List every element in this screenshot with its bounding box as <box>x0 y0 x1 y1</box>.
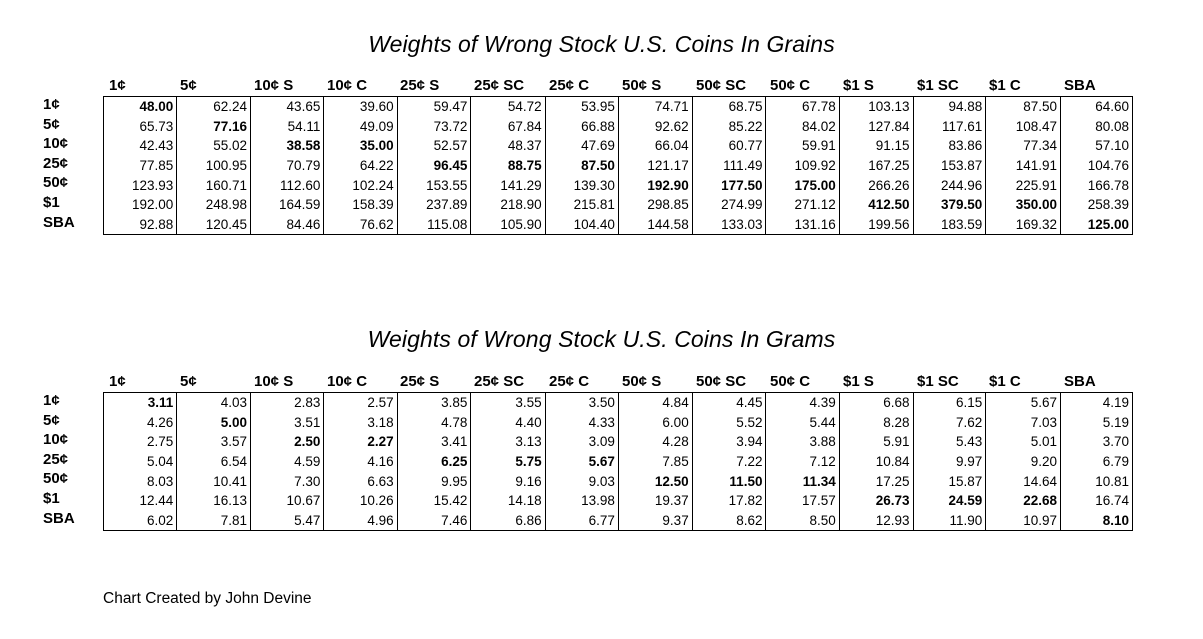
table-cell: 169.32 <box>986 215 1061 235</box>
table-cell: 111.49 <box>692 156 766 176</box>
grains-grid <box>103 96 1133 235</box>
table-cell: 105.90 <box>471 215 545 235</box>
table-cell: 92.88 <box>139 216 174 232</box>
table-cell: 274.99 <box>692 195 766 215</box>
row-header-25c: 25¢ <box>43 450 69 468</box>
table-cell: 15.42 <box>397 491 471 511</box>
row-header-50c: 50¢ <box>43 470 69 488</box>
table-cell: 192.90 <box>618 175 692 195</box>
table-cell: 153.55 <box>397 175 471 195</box>
table-cell: 80.08 <box>1061 117 1132 137</box>
table-cell: 16.74 <box>1061 491 1132 511</box>
column-header-1d-sc: $1 SC <box>917 373 959 390</box>
table-cell: 91.15 <box>839 136 913 156</box>
table-cell: 177.50 <box>692 175 766 195</box>
table-cell: 6.00 <box>618 413 692 433</box>
table-cell: 141.91 <box>986 156 1061 176</box>
column-header-25c-c: 25¢ C <box>549 373 590 390</box>
grains-column-headers <box>43 76 1135 96</box>
table-cell: 17.57 <box>766 491 839 511</box>
table-cell: 3.55 <box>471 393 545 413</box>
table-cell: 48.00 <box>139 99 174 115</box>
table-cell: 7.22 <box>692 452 766 472</box>
table-cell: 59.47 <box>397 97 471 117</box>
table-cell: 24.59 <box>913 491 986 511</box>
table-cell: 244.96 <box>913 175 986 195</box>
column-header-50c-sc: 50¢ SC <box>696 77 747 94</box>
table-cell: 8.10 <box>1061 511 1132 531</box>
table-cell: 125.00 <box>1061 215 1132 235</box>
column-header-1d-c: $1 C <box>989 373 1021 390</box>
table-cell: 4.16 <box>324 452 397 472</box>
table-cell: 49.09 <box>324 117 397 137</box>
table-cell: 4.26 <box>147 414 174 430</box>
grams-column-headers <box>43 372 1135 392</box>
column-header-1d-s: $1 S <box>843 373 874 390</box>
table-cell: 55.02 <box>177 136 251 156</box>
column-header-sba: SBA <box>1064 77 1096 94</box>
table-row <box>104 471 1132 491</box>
table-row <box>104 175 1132 195</box>
table-cell: 9.37 <box>618 511 692 531</box>
table-cell: 5.43 <box>913 432 986 452</box>
table-cell: 199.56 <box>839 215 913 235</box>
table-cell: 38.58 <box>251 136 324 156</box>
row-header-5c: 5¢ <box>43 115 60 133</box>
table-cell: 5.44 <box>766 413 839 433</box>
column-header-50c-s: 50¢ S <box>622 373 662 390</box>
table-cell: 5.91 <box>839 432 913 452</box>
table-row <box>104 136 1132 156</box>
table-cell: 15.87 <box>913 471 986 491</box>
table-cell: 3.13 <box>471 432 545 452</box>
table-cell: 175.00 <box>766 175 839 195</box>
table-cell: 77.16 <box>177 117 251 137</box>
table-cell: 3.94 <box>692 432 766 452</box>
column-header-1c: 1¢ <box>109 373 126 390</box>
table-cell: 17.25 <box>839 471 913 491</box>
table-cell: 6.77 <box>545 511 618 531</box>
table-cell: 4.45 <box>692 393 766 413</box>
column-header-1d-sc: $1 SC <box>917 77 959 94</box>
table-cell: 74.71 <box>618 97 692 117</box>
table-cell: 5.75 <box>471 452 545 472</box>
table-cell: 8.28 <box>839 413 913 433</box>
table-cell: 350.00 <box>986 195 1061 215</box>
table-cell: 120.45 <box>177 215 251 235</box>
table-cell: 158.39 <box>324 195 397 215</box>
table-cell: 5.67 <box>545 452 618 472</box>
row-header-10c: 10¢ <box>43 431 69 449</box>
table-cell: 2.50 <box>251 432 324 452</box>
table-cell: 12.93 <box>839 511 913 531</box>
table-cell: 9.03 <box>545 471 618 491</box>
table-cell: 6.25 <box>397 452 471 472</box>
table-cell: 47.69 <box>545 136 618 156</box>
table-cell: 67.78 <box>766 97 839 117</box>
table-cell: 8.62 <box>692 511 766 531</box>
table-cell: 183.59 <box>913 215 986 235</box>
table-cell: 65.73 <box>139 118 174 134</box>
table-cell: 100.95 <box>177 156 251 176</box>
table-cell: 225.91 <box>986 175 1061 195</box>
table-cell: 5.04 <box>147 454 174 470</box>
table-row <box>104 491 1132 511</box>
table-cell: 3.70 <box>1061 432 1132 452</box>
table-row <box>104 195 1132 215</box>
table-cell: 144.58 <box>618 215 692 235</box>
table-cell: 215.81 <box>545 195 618 215</box>
table-cell: 141.29 <box>471 175 545 195</box>
table-cell: 218.90 <box>471 195 545 215</box>
table-cell: 166.78 <box>1061 175 1132 195</box>
table-cell: 3.57 <box>177 432 251 452</box>
table-cell: 6.79 <box>1061 452 1132 472</box>
table-cell: 42.43 <box>139 138 174 154</box>
table-cell: 35.00 <box>324 136 397 156</box>
table-cell: 258.39 <box>1061 195 1132 215</box>
table-cell: 8.03 <box>147 473 174 489</box>
table-cell: 39.60 <box>324 97 397 117</box>
table-cell: 12.44 <box>139 493 174 509</box>
table-cell: 4.40 <box>471 413 545 433</box>
table-row <box>104 117 1132 137</box>
table-cell: 11.90 <box>913 511 986 531</box>
table-cell: 22.68 <box>986 491 1061 511</box>
row-header-1c: 1¢ <box>43 96 60 113</box>
table-cell: 412.50 <box>839 195 913 215</box>
table-cell: 248.98 <box>177 195 251 215</box>
table-cell: 4.19 <box>1061 393 1132 413</box>
row-header-5c: 5¢ <box>43 411 60 429</box>
table-cell: 2.27 <box>324 432 397 452</box>
grams-table <box>43 372 1135 532</box>
column-header-10c-c: 10¢ C <box>327 373 368 390</box>
table-cell: 127.84 <box>839 117 913 137</box>
table-cell: 96.45 <box>397 156 471 176</box>
table-cell: 115.08 <box>397 215 471 235</box>
table-cell: 77.34 <box>986 136 1061 156</box>
table-cell: 3.51 <box>251 413 324 433</box>
table-cell: 10.26 <box>324 491 397 511</box>
table-cell: 160.71 <box>177 175 251 195</box>
table-row <box>104 432 1132 452</box>
table-cell: 64.60 <box>1061 97 1132 117</box>
row-header-25c: 25¢ <box>43 154 69 172</box>
table-cell: 123.93 <box>132 177 174 193</box>
table-row <box>104 413 1132 433</box>
grains-table-title: Weights of Wrong Stock U.S. Coins In Grains <box>368 31 835 57</box>
table-cell: 4.78 <box>397 413 471 433</box>
table-cell: 67.84 <box>471 117 545 137</box>
table-cell: 7.62 <box>913 413 986 433</box>
table-row <box>104 215 1132 235</box>
table-cell: 2.75 <box>147 434 174 450</box>
table-cell: 52.57 <box>397 136 471 156</box>
table-cell: 104.40 <box>545 215 618 235</box>
column-header-25c-sc: 25¢ SC <box>474 77 525 94</box>
table-cell: 2.57 <box>324 393 397 413</box>
table-cell: 85.22 <box>692 117 766 137</box>
table-cell: 9.16 <box>471 471 545 491</box>
column-header-50c-c: 50¢ C <box>770 77 811 94</box>
table-cell: 14.18 <box>471 491 545 511</box>
table-cell: 6.02 <box>147 512 174 528</box>
table-cell: 68.75 <box>692 97 766 117</box>
chart-credit: Chart Created by John Devine <box>103 590 312 607</box>
table-cell: 133.03 <box>692 215 766 235</box>
table-cell: 192.00 <box>132 197 174 213</box>
table-cell: 11.34 <box>766 471 839 491</box>
table-cell: 102.24 <box>324 175 397 195</box>
table-cell: 76.62 <box>324 215 397 235</box>
column-header-25c-s: 25¢ S <box>400 77 440 94</box>
grains-table <box>43 76 1135 236</box>
table-cell: 73.72 <box>397 117 471 137</box>
table-cell: 14.64 <box>986 471 1061 491</box>
table-cell: 77.85 <box>139 158 174 174</box>
table-cell: 9.95 <box>397 471 471 491</box>
table-cell: 379.50 <box>913 195 986 215</box>
table-cell: 53.95 <box>545 97 618 117</box>
table-cell: 10.97 <box>986 511 1061 531</box>
table-cell: 26.73 <box>839 491 913 511</box>
table-cell: 104.76 <box>1061 156 1132 176</box>
table-cell: 103.13 <box>839 97 913 117</box>
table-cell: 139.30 <box>545 175 618 195</box>
table-cell: 298.85 <box>618 195 692 215</box>
column-header-1c: 1¢ <box>109 77 126 94</box>
table-cell: 16.13 <box>177 491 251 511</box>
table-cell: 3.11 <box>147 395 174 411</box>
table-cell: 10.67 <box>251 491 324 511</box>
table-cell: 83.86 <box>913 136 986 156</box>
table-cell: 64.22 <box>324 156 397 176</box>
table-cell: 7.85 <box>618 452 692 472</box>
column-header-1d-s: $1 S <box>843 77 874 94</box>
table-cell: 94.88 <box>913 97 986 117</box>
table-cell: 6.86 <box>471 511 545 531</box>
table-cell: 10.81 <box>1061 471 1132 491</box>
table-cell: 4.03 <box>177 393 251 413</box>
table-cell: 84.46 <box>251 215 324 235</box>
table-cell: 4.39 <box>766 393 839 413</box>
row-header-sba: SBA <box>43 509 75 527</box>
table-cell: 62.24 <box>177 97 251 117</box>
column-header-50c-sc: 50¢ SC <box>696 373 747 390</box>
table-cell: 112.60 <box>251 175 324 195</box>
table-cell: 59.91 <box>766 136 839 156</box>
table-cell: 6.54 <box>177 452 251 472</box>
table-cell: 88.75 <box>471 156 545 176</box>
table-cell: 84.02 <box>766 117 839 137</box>
table-cell: 9.20 <box>986 452 1061 472</box>
row-header-1d: $1 <box>43 194 60 211</box>
table-row <box>104 511 1132 531</box>
grams-rows <box>43 392 1135 532</box>
table-cell: 17.82 <box>692 491 766 511</box>
table-cell: 10.41 <box>177 471 251 491</box>
table-cell: 54.72 <box>471 97 545 117</box>
table-cell: 5.00 <box>177 413 251 433</box>
table-cell: 109.92 <box>766 156 839 176</box>
table-cell: 13.98 <box>545 491 618 511</box>
table-cell: 5.19 <box>1061 413 1132 433</box>
column-header-25c-c: 25¢ C <box>549 77 590 94</box>
table-cell: 3.50 <box>545 393 618 413</box>
column-header-5c: 5¢ <box>180 373 197 390</box>
row-header-10c: 10¢ <box>43 135 69 153</box>
table-cell: 48.37 <box>471 136 545 156</box>
table-cell: 7.03 <box>986 413 1061 433</box>
table-cell: 57.10 <box>1061 136 1132 156</box>
table-cell: 121.17 <box>618 156 692 176</box>
table-cell: 6.15 <box>913 393 986 413</box>
table-row <box>104 156 1132 176</box>
table-cell: 19.37 <box>618 491 692 511</box>
row-header-1d: $1 <box>43 490 60 507</box>
table-cell: 70.79 <box>251 156 324 176</box>
table-cell: 153.87 <box>913 156 986 176</box>
table-cell: 4.96 <box>324 511 397 531</box>
table-cell: 117.61 <box>913 117 986 137</box>
column-header-10c-c: 10¢ C <box>327 77 368 94</box>
table-cell: 266.26 <box>839 175 913 195</box>
table-cell: 4.33 <box>545 413 618 433</box>
table-cell: 6.68 <box>839 393 913 413</box>
table-cell: 43.65 <box>251 97 324 117</box>
table-cell: 3.88 <box>766 432 839 452</box>
table-cell: 7.46 <box>397 511 471 531</box>
table-cell: 4.59 <box>251 452 324 472</box>
table-cell: 167.25 <box>839 156 913 176</box>
table-cell: 5.47 <box>251 511 324 531</box>
table-cell: 7.81 <box>177 511 251 531</box>
column-header-50c-c: 50¢ C <box>770 373 811 390</box>
table-cell: 10.84 <box>839 452 913 472</box>
table-cell: 66.04 <box>618 136 692 156</box>
table-cell: 7.12 <box>766 452 839 472</box>
table-cell: 54.11 <box>251 117 324 137</box>
table-cell: 5.01 <box>986 432 1061 452</box>
column-header-50c-s: 50¢ S <box>622 77 662 94</box>
table-cell: 3.09 <box>545 432 618 452</box>
row-header-50c: 50¢ <box>43 174 69 192</box>
table-cell: 11.50 <box>692 471 766 491</box>
table-cell: 4.28 <box>618 432 692 452</box>
table-row <box>104 393 1132 413</box>
grams-table-title: Weights of Wrong Stock U.S. Coins In Grams <box>367 326 836 352</box>
column-header-10c-s: 10¢ S <box>254 77 294 94</box>
column-header-10c-s: 10¢ S <box>254 373 294 390</box>
table-cell: 271.12 <box>766 195 839 215</box>
row-header-1c: 1¢ <box>43 392 60 409</box>
table-cell: 108.47 <box>986 117 1061 137</box>
table-cell: 131.16 <box>766 215 839 235</box>
table-cell: 60.77 <box>692 136 766 156</box>
column-header-25c-s: 25¢ S <box>400 373 440 390</box>
table-cell: 7.30 <box>251 471 324 491</box>
table-row <box>104 452 1132 472</box>
table-cell: 12.50 <box>618 471 692 491</box>
table-cell: 9.97 <box>913 452 986 472</box>
column-header-sba: SBA <box>1064 373 1096 390</box>
grams-grid <box>103 392 1133 531</box>
table-cell: 2.83 <box>251 393 324 413</box>
table-cell: 164.59 <box>251 195 324 215</box>
column-header-5c: 5¢ <box>180 77 197 94</box>
table-cell: 5.52 <box>692 413 766 433</box>
table-cell: 3.85 <box>397 393 471 413</box>
table-cell: 6.63 <box>324 471 397 491</box>
row-header-sba: SBA <box>43 213 75 231</box>
table-row <box>104 97 1132 117</box>
grains-rows <box>43 96 1135 236</box>
table-cell: 87.50 <box>986 97 1061 117</box>
table-cell: 3.41 <box>397 432 471 452</box>
column-header-1d-c: $1 C <box>989 77 1021 94</box>
table-cell: 237.89 <box>397 195 471 215</box>
table-cell: 3.18 <box>324 413 397 433</box>
table-cell: 5.67 <box>986 393 1061 413</box>
table-cell: 8.50 <box>766 511 839 531</box>
table-cell: 4.84 <box>618 393 692 413</box>
table-cell: 92.62 <box>618 117 692 137</box>
column-header-25c-sc: 25¢ SC <box>474 373 525 390</box>
table-cell: 87.50 <box>545 156 618 176</box>
table-cell: 66.88 <box>545 117 618 137</box>
